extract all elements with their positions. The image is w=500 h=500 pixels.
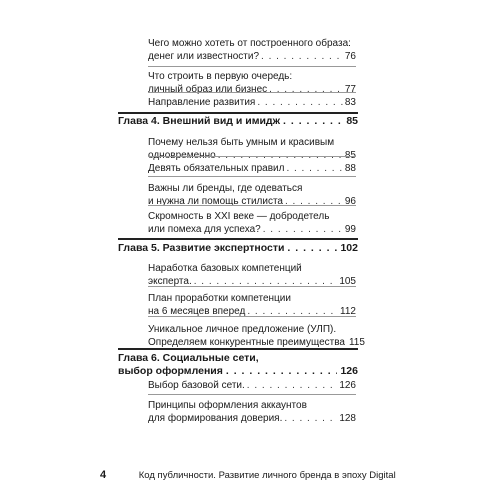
toc-entry [148, 162, 356, 175]
toc-entry-title-line: Скромность в XXI веке — добродетель [148, 211, 330, 222]
toc-entry-title-line: Выбор базовой сети. [148, 380, 245, 391]
toc-entry-title-line: Принципы оформления аккаунтов [148, 400, 307, 411]
toc-entry-title-line: Что строить в первую очередь: [148, 71, 293, 82]
toc-entry [148, 399, 356, 425]
chapter-title: Глава 4. Внешний вид и имидж [118, 115, 281, 127]
chapter-page-number: 85 [346, 115, 358, 127]
toc-entry-title-line: и нужна ли помощь стилиста [148, 196, 283, 207]
chapter-rule [118, 348, 358, 350]
chapter-title: Глава 5. Развитие экспертности [118, 242, 285, 254]
entry-separator [148, 66, 356, 67]
leader-dots [257, 96, 343, 109]
toc-page-number: 88 [344, 163, 356, 174]
chapter-heading [118, 115, 358, 128]
toc-entry-title-line: Направление развития [148, 97, 256, 108]
toc-entry-title-line: Девять обязательных правил [148, 163, 285, 174]
toc-entry-title-line: для формирования доверия. [148, 413, 283, 424]
toc-entry-title-line: Важны ли бренды, где одеваться [148, 183, 303, 194]
toc-page-number: 99 [344, 224, 356, 235]
entry-separator [148, 316, 356, 317]
chapter-rule [118, 112, 358, 114]
toc-entry-title-line: личный образ или бизнес [148, 84, 268, 95]
toc-page-number: 85 [344, 150, 356, 161]
toc-entry-title-line: Чего можно хотеть от построенного образа: [148, 38, 351, 49]
toc-entry-title-line: Почему нельзя быть умным и красивым [148, 137, 335, 148]
leader-dots [284, 412, 337, 425]
toc-entry [148, 262, 356, 288]
entry-separator [148, 92, 356, 93]
toc-entry-title-line: План проработки компетенции [148, 293, 291, 304]
toc-entry [148, 292, 356, 318]
chapter-page-number: 102 [340, 242, 358, 254]
toc-page-number: 128 [339, 413, 356, 424]
toc-page-number: 96 [344, 196, 356, 207]
entry-separator [148, 156, 356, 157]
chapter-title: Глава 6. Социальные сети, [118, 352, 259, 364]
toc-page-number: 83 [344, 97, 356, 108]
toc-entry [148, 96, 356, 109]
toc-entry [148, 323, 365, 349]
entry-separator [148, 394, 356, 395]
toc-entry-title-line: денег или известности? [148, 51, 260, 62]
toc-entry-title-line: или помеха для успеха? [148, 224, 261, 235]
toc-page-number: 105 [339, 276, 356, 287]
chapter-page-number: 126 [340, 365, 358, 377]
leader-dots [285, 195, 343, 208]
toc-entry-title-line: одновременно [148, 150, 216, 161]
toc-entry-title-line: эксперта. [148, 276, 192, 287]
leader-dots [269, 83, 343, 96]
entry-separator [148, 205, 356, 206]
toc-entry-title-line: на 6 месяцев вперед [148, 306, 246, 317]
chapter-rule [118, 238, 358, 240]
toc-entry-title-line: Наработка базовых компетенций [148, 263, 302, 274]
leader-dots [247, 379, 338, 392]
entry-separator [148, 286, 356, 287]
toc-page-number: 112 [340, 306, 356, 317]
leader-dots [226, 365, 338, 378]
running-title: Код публичности. Развитие личного бренда в эпоху Digital [138, 470, 396, 481]
entry-separator [148, 176, 356, 177]
leader-dots [261, 50, 343, 63]
toc-entry [148, 136, 356, 162]
toc-entry-title-line: Определяем конкурентные преимущества [148, 337, 345, 348]
leader-dots [287, 242, 337, 255]
toc-page-number: 76 [344, 51, 356, 62]
toc-page-number: 77 [344, 84, 356, 95]
chapter-title: выбор оформления [118, 365, 223, 377]
toc-page-number: 126 [339, 380, 356, 391]
page-number: 4 [100, 469, 107, 481]
chapter-heading [118, 352, 358, 378]
toc-entry [148, 37, 356, 63]
toc-entry [148, 379, 356, 392]
leader-dots [263, 223, 343, 236]
toc-entry-title-line: Уникальное личное предложение (УЛП). [148, 324, 337, 335]
leader-dots [286, 162, 342, 175]
toc-entry [148, 210, 356, 236]
page-footer [100, 469, 396, 482]
chapter-heading [118, 242, 358, 255]
leader-dots [283, 115, 343, 128]
toc-page-number: 115 [348, 337, 365, 348]
